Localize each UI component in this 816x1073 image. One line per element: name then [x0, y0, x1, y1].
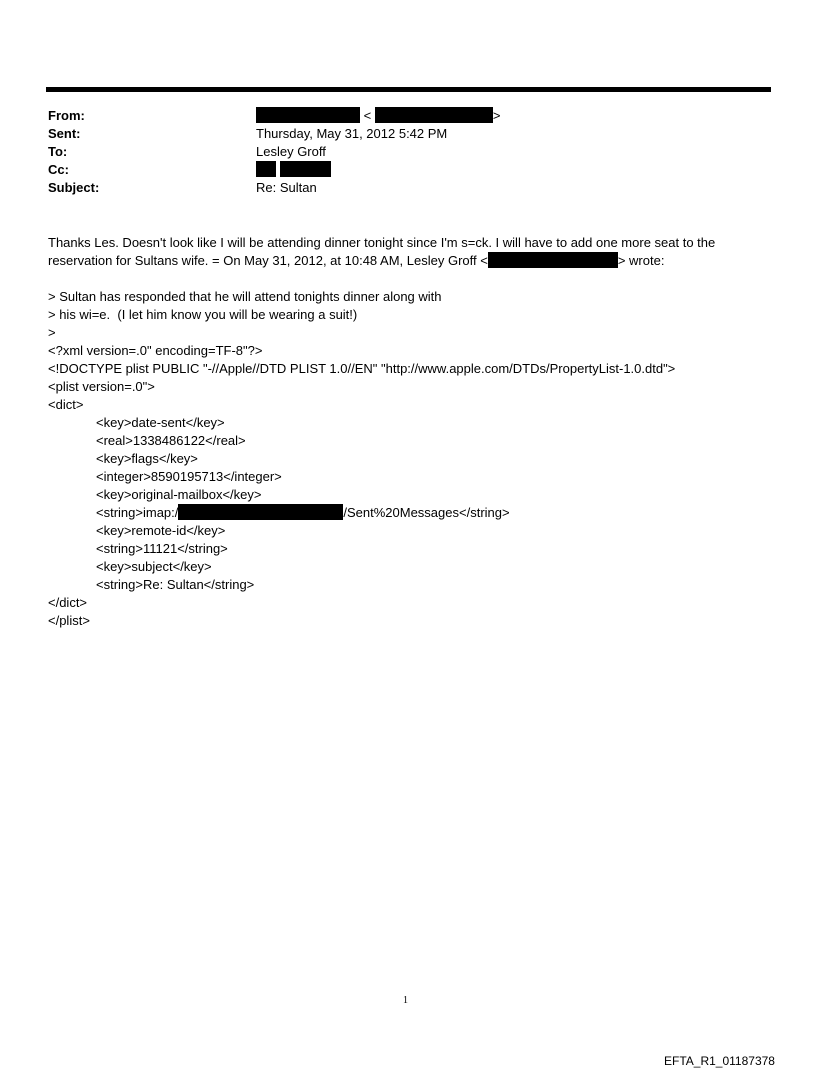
subject-value: Re: Sultan [256, 180, 317, 195]
xml-line: <key>remote-id</key> [96, 523, 226, 538]
xml-line: <!DOCTYPE plist PUBLIC "-//Apple//DTD PLIST 1.0//EN" "http://www.apple.com/DTDs/PropertyList-1.0.dtd"> [48, 361, 676, 376]
redaction-block [256, 161, 276, 177]
cc-row [48, 161, 768, 179]
from-gt: > [492, 108, 501, 123]
xml-line: <string>imap:/ /Sent%20Messages</string> [96, 505, 510, 520]
to-label: To: [48, 144, 68, 159]
redaction-block [375, 107, 493, 123]
quoted-line: > [48, 325, 56, 340]
to-value: Lesley Groff [256, 144, 326, 159]
quoted-line: > Sultan has responded that he will attend tonights dinner along with [48, 289, 442, 304]
xml-line: </plist> [48, 613, 90, 628]
cc-value [256, 161, 331, 179]
redaction-block [280, 161, 331, 177]
from-lt: < [363, 108, 372, 123]
xml-line: <key>subject</key> [96, 559, 212, 574]
redaction-block [488, 252, 618, 268]
xml-line: <key>flags</key> [96, 451, 198, 466]
xml-line: <real>1338486122</real> [96, 433, 246, 448]
subject-label: Subject: [48, 180, 100, 195]
quoted-line: > his wi=e. (I let him know you will be wearing a suit!) [48, 307, 358, 322]
xml-line: <?xml version=.0" encoding=TF-8"?> [48, 343, 263, 358]
from-label: From: [48, 108, 85, 123]
document-id: EFTA_R1_01187378 [664, 1054, 775, 1068]
xml-line: <key>original-mailbox</key> [96, 487, 262, 502]
body-line: reservation for Sultans wife. = On May 31, 2012, at 10:48 AM, Lesley Groff < > wrote: [48, 253, 665, 268]
body-line: Thanks Les. Doesn't look like I will be attending dinner tonight since I'm s=ck. I will have to add one more seat to the [48, 235, 716, 250]
subject-row [48, 179, 768, 197]
to-row [48, 143, 768, 161]
header-divider [46, 87, 771, 92]
sent-value: Thursday, May 31, 2012 5:42 PM [256, 126, 448, 141]
from-value [256, 107, 500, 125]
sent-row [48, 125, 768, 143]
page-number: 1 [403, 995, 408, 1006]
cc-label: Cc: [48, 162, 69, 177]
sent-label: Sent: [48, 126, 81, 141]
redaction-block [256, 107, 360, 123]
xml-line: </dict> [48, 595, 88, 610]
redaction-block [178, 504, 343, 520]
xml-line: <integer>8590195713</integer> [96, 469, 282, 484]
xml-line: <string>11121</string> [96, 541, 228, 556]
xml-line: <string>Re: Sultan</string> [96, 577, 255, 592]
xml-line: <key>date-sent</key> [96, 415, 225, 430]
xml-line: <dict> [48, 397, 84, 412]
xml-line: <plist version=.0"> [48, 379, 155, 394]
from-row [48, 107, 768, 125]
